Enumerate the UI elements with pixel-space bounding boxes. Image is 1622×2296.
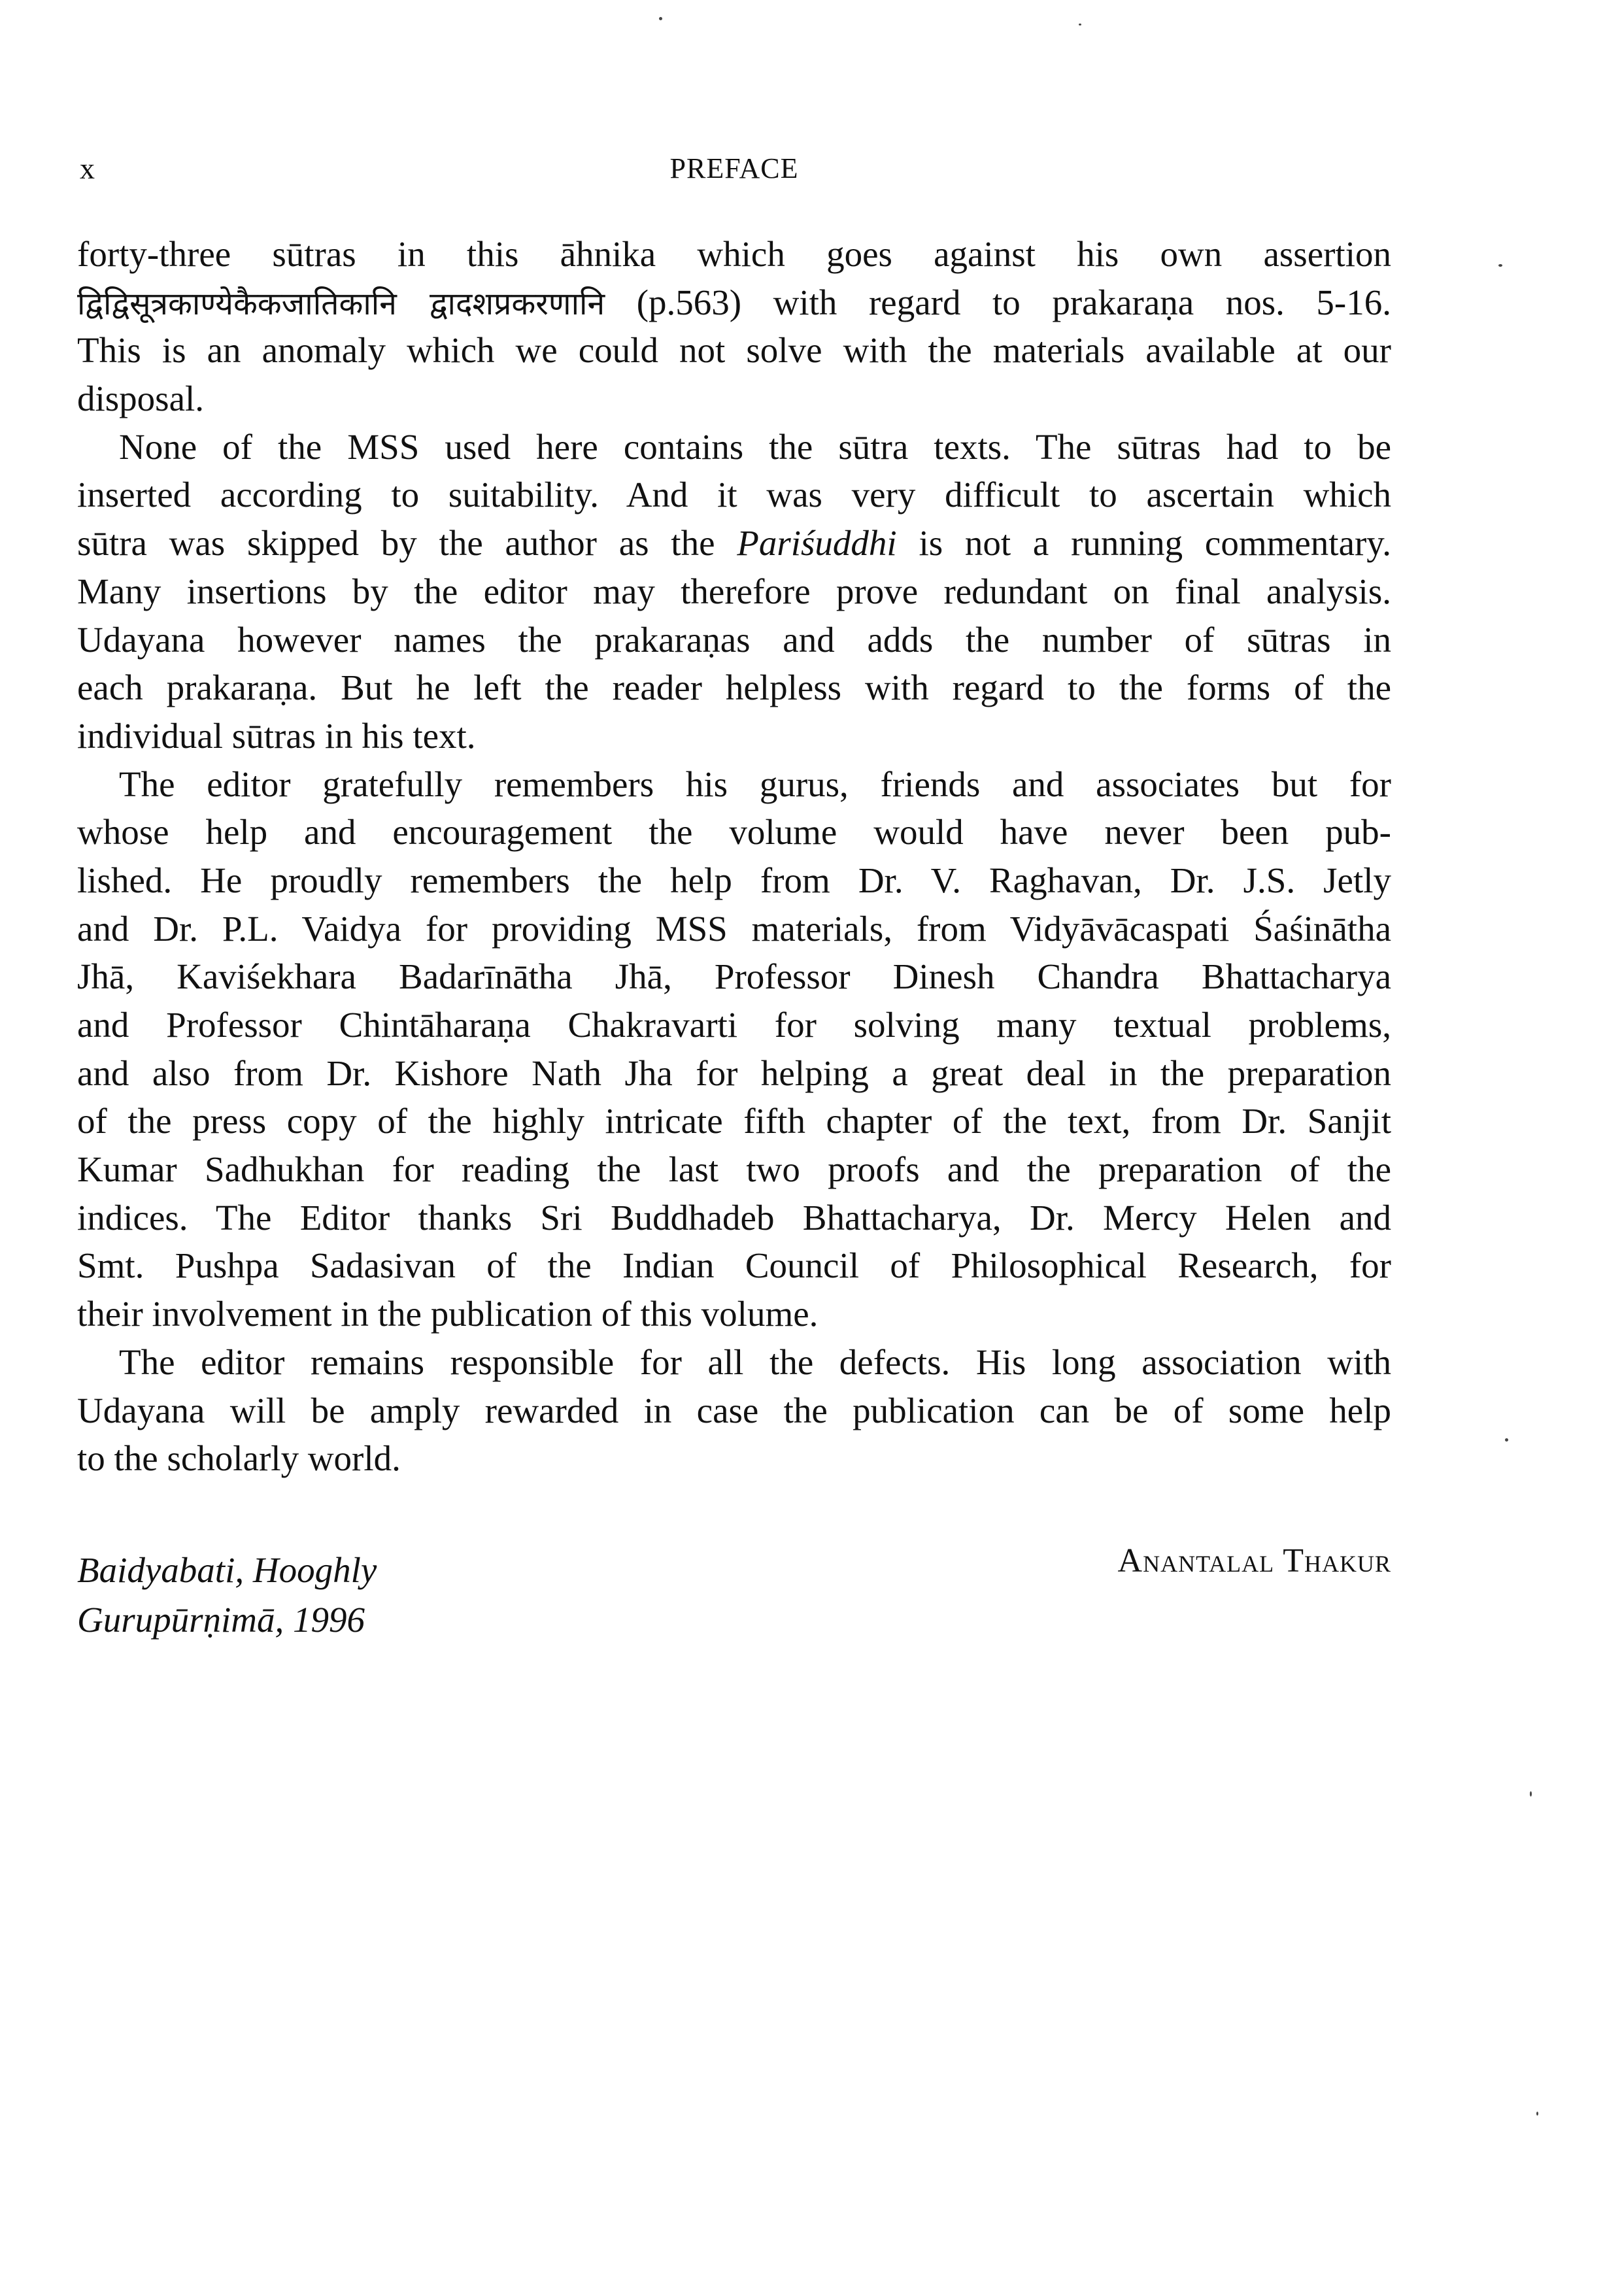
running-head xyxy=(77,149,1391,188)
text-line: Udayana will be amply rewarded in case the publication can be of some help xyxy=(77,1390,1391,1430)
text-line: Jhā, Kaviśekhara Badarīnātha Jhā, Professor Dinesh Chandra Bhattacharya xyxy=(77,956,1391,997)
text-line: Smt. Pushpa Sadasivan of the Indian Council of Philosophical Research, for xyxy=(77,1245,1391,1286)
text-line: lished. He proudly remembers the help from Dr. V. Raghavan, Dr. J.S. Jetly xyxy=(77,860,1391,900)
text-line: of the press copy of the highly intricate fifth chapter of the text, from Dr. Sanjit xyxy=(77,1101,1391,1141)
text-line: whose help and encouragement the volume would have never been pub- xyxy=(77,812,1391,853)
paragraph-1 xyxy=(77,230,1391,423)
text-line: and also from Dr. Kishore Nath Jha for helping a great deal in the preparation xyxy=(77,1053,1391,1093)
scan-speck xyxy=(1079,24,1081,25)
date: Gurupūrṇimā, 1996 xyxy=(77,1600,365,1640)
text-line: Udayana however names the prakaraṇas and adds the number of sūtras in xyxy=(77,619,1391,660)
text-line: indices. The Editor thanks Sri Buddhadeb Bhattacharya, Dr. Mercy Helen and xyxy=(77,1197,1391,1238)
text-line: This is an anomaly which we could not solve with the materials available at our xyxy=(77,330,1391,371)
text-line: None of the MSS used here contains the sūtra texts. The sūtras had to be xyxy=(119,426,1391,467)
signoff xyxy=(77,1536,1391,1654)
text-line: and Dr. P.L. Vaidya for providing MSS materials, from Vidyāvācaspati Śaśinātha xyxy=(77,908,1391,949)
text-line: The editor remains responsible for all the defects. His long association with xyxy=(119,1342,1391,1382)
running-title: PREFACE xyxy=(669,152,799,184)
scan-speck xyxy=(1530,1791,1532,1797)
text-line: each prakaraṇa. But he left the reader helpless with regard to the forms of the xyxy=(77,667,1391,708)
text-line: Kumar Sadhukhan for reading the last two proofs and the preparation of the xyxy=(77,1149,1391,1190)
text-line: their involvement in the publication of this volume. xyxy=(77,1294,819,1334)
scan-speck xyxy=(1505,1438,1508,1442)
text-line: The editor gratefully remembers his gurus, friends and associates but for xyxy=(119,764,1391,804)
place: Baidyabati, Hooghly xyxy=(77,1550,377,1590)
text-line: inserted according to suitability. And it was very difficult to ascertain which xyxy=(77,475,1391,515)
place-and-date xyxy=(77,1545,377,1645)
text-line: disposal. xyxy=(77,379,205,419)
author-signature: Anantalal Thakur xyxy=(1117,1542,1391,1579)
paragraph-2 xyxy=(77,423,1391,760)
scan-speck xyxy=(1536,2112,1538,2116)
paragraph-3 xyxy=(77,760,1391,1338)
italic-title: Pariśuddhi xyxy=(737,523,897,564)
scan-speck xyxy=(659,17,662,20)
text-line: forty-three sūtras in this āhnika which goes against his own assertion xyxy=(77,234,1391,274)
body-text xyxy=(77,230,1391,1483)
text-line-devanagari: द्विद्विसूत्रकाण्येकैकजातिकानि द्वादशप्रकरणानि (p.563) with regard to prakaraṇa nos. 5-16. xyxy=(77,282,1391,322)
text-line: to the scholarly world. xyxy=(77,1438,401,1479)
text-line: individual sūtras in his text. xyxy=(77,715,476,756)
text-line-with-italic: sūtra was skipped by the author as the Pariśuddhi is not a running commentary. xyxy=(77,523,1391,564)
page-number: x xyxy=(80,152,95,185)
paragraph-4 xyxy=(77,1338,1391,1483)
sanskrit-quote: द्विद्विसूत्रकाण्येकैकजातिकानि द्वादशप्रकरणानि xyxy=(77,285,605,322)
text-line: Many insertions by the editor may therefore prove redundant on final analysis. xyxy=(77,571,1391,611)
scan-speck xyxy=(1498,264,1502,267)
text-line: and Professor Chintāharaṇa Chakravarti for solving many textual problems, xyxy=(77,1005,1391,1045)
